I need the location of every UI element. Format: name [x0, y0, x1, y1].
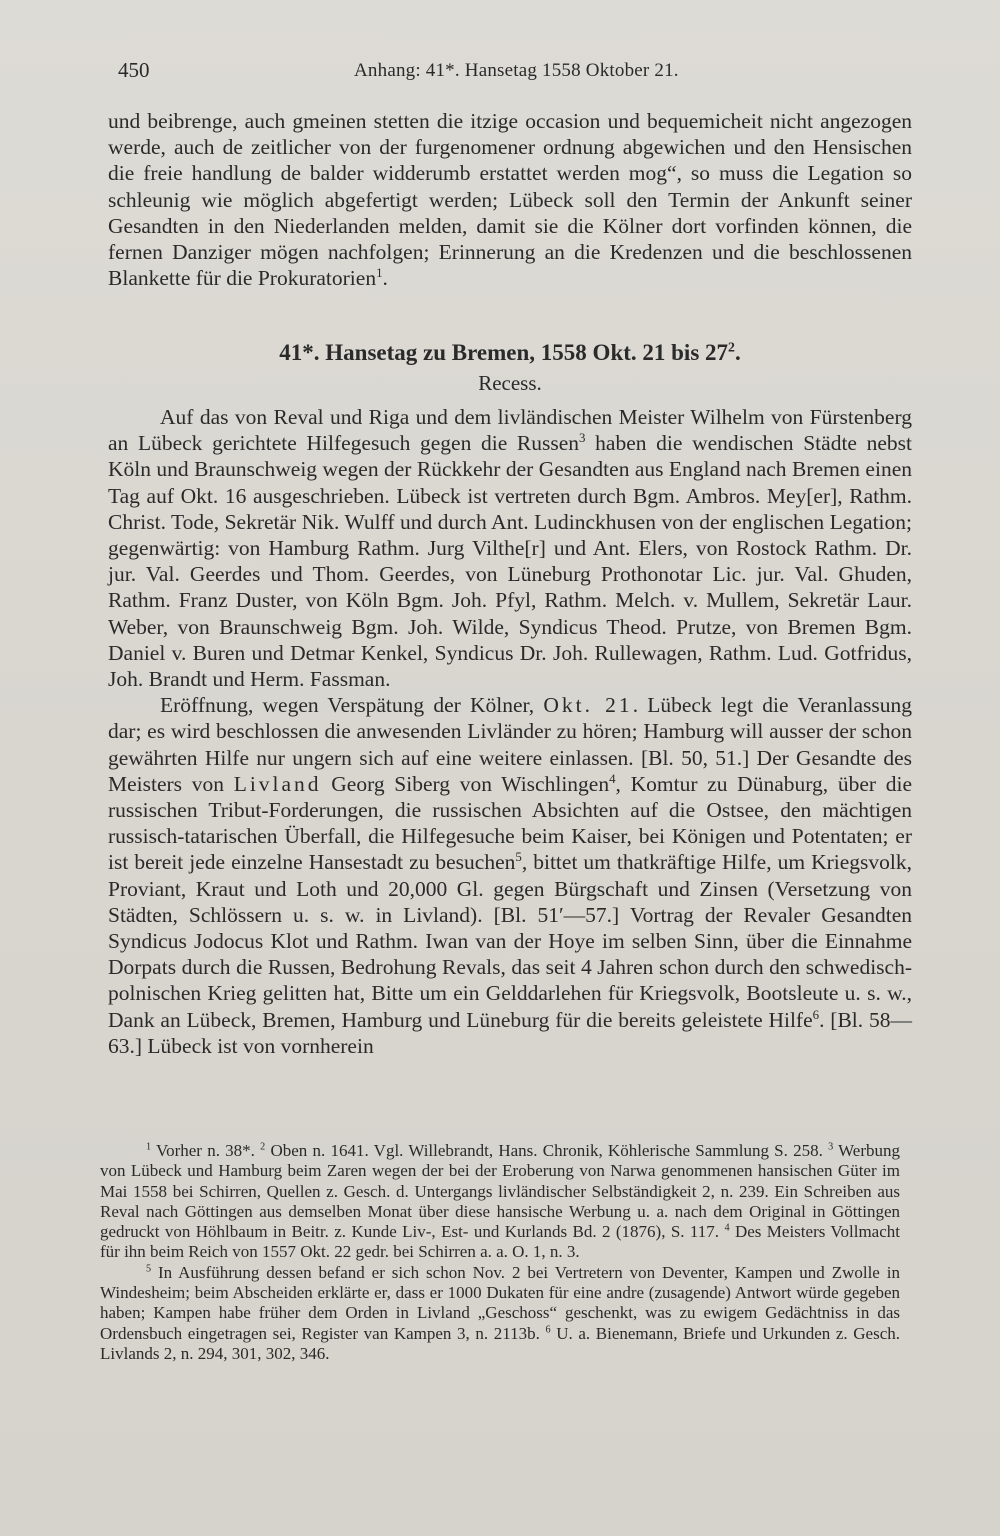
text-run: Auf das von Reval und Riga und dem livländischen Meister Wilhelm von Fürstenberg an Lübeck gerichtete Hilfegesuch gegen die Russen	[108, 405, 912, 456]
text-run: Georg Siberg von Wischlingen	[321, 771, 610, 796]
text-run: , Komtur zu Dünaburg, über die russischen Tribut-Forderungen, die russischen Absichten auf die Ostsee, den mächtigen russisch-tatarischen Überfall, die Hilfegesuche beim Kaiser, bei Königen und Potentaten; er ist bereit jede einzelne Hansestadt zu besuchen	[108, 771, 912, 875]
section-title-end: .	[734, 340, 741, 365]
footnote-text: U. a. Bienemann, Briefe und Urkunden z. Gesch. Livlands 2, n. 294, 301, 302, 346.	[100, 1323, 901, 1363]
footnote-mark: 6	[545, 1324, 551, 1336]
footnote-text: Oben n. 1641. Vgl. Willebrandt, Hans. Chronik, Köhlerische Sammlung S. 258.	[265, 1141, 823, 1160]
footnote-text: Vorher n. 38*.	[151, 1141, 255, 1160]
place-emphasis: Livland	[233, 771, 322, 796]
footnote-mark: 5	[146, 1263, 152, 1275]
text-run: haben die wendischen Städte nebst Köln und Braunschweig wegen der Rückkehr der Gesandten aus England nach Bremen einen Tag auf Okt. 16 ausgeschrieben. Lübeck ist vertreten durch Bgm. Ambros. Mey[er], Rathm. Christ. Tode, Sekretär Nik. Wulff und durch Ant. Ludinckhusen von der englischen Legation; gegenwärtig: von Hamburg Rathm. Jurg Vilthe[r] und Ant. Elers, von Rostock Rathm. Dr. jur. Val. Geerdes und Thom. Geerdes, von Lüneburg Prothonotar Lic. jur. Val. Ghuden, Rathm. Franz Duster, von Köln Bgm. Joh. Pfyl, Rathm. Melch. v. Mullem, Sekretär Laur. Weber, von Braunschweig Bgm. Joh. Wilde, Syndicus Theod. Prutze, von Bremen Bgm. Daniel v. Buren und Detmar Kenkel, Syndicus Dr. Joh. Rullewagen, Rathm. Lud. Gotfridus, Joh. Brandt und Herm. Fassman.	[108, 431, 912, 692]
footnote-mark: 2	[260, 1141, 266, 1153]
text-run: . [Bl. 58—63.] Lübeck ist von vornherein	[108, 1007, 912, 1058]
footnote-ref: 3	[579, 431, 586, 446]
footnote-text: Des Meisters Vollmacht für ihn beim Reich von 1557 Okt. 22 gedr. bei Schirren a. a. O. 1, n. 3.	[100, 1222, 900, 1262]
section-title	[108, 340, 912, 366]
running-head: Anhang: 41*. Hansetag 1558 Oktober 21.	[354, 60, 679, 81]
footnote-ref: 2	[728, 339, 735, 355]
intro-end: .	[382, 266, 388, 291]
paragraph-opening	[108, 692, 912, 1059]
footnote-ref: 6	[812, 1007, 820, 1022]
footnote-mark: 1	[146, 1141, 152, 1153]
text-run: . Lübeck legt die Veranlassung dar; es wird beschlossen die anwesenden Livländer zu hören; Hamburg will ausser der schon gewährten Hilfe nur ungern sich auf eine weitere einlassen. [Bl. 50, 51.] Der Gesandte des Meisters von	[108, 693, 912, 796]
text-run: , bittet um thatkräftige Hilfe, um Kriegsvolk, Proviant, Kraut und Loth und 20,000 Gl. gegen Bürgschaft und Zinsen (Versetzung von Städten, Schlössern u. s. w. in Livland). [Bl. 51′—57.] Vortrag der Revaler Gesandten Syndicus Jodocus Klot und Rathm. Iwan van der Hoye im selben Sinn, über die Einnahme Dorpats durch die Russen, Bedrohung Revals, das seit 4 Jahren schon durch den schwedisch-polnischen Krieg gelitten hat, Bitte um ein Gelddarlehen für Kriegsvolk, Bootsleute u. s. w., Dank an Lübeck, Bremen, Hamburg und Lüneburg für die bereits geleistete Hilfe	[108, 850, 912, 1032]
footnote-ref: 5	[515, 850, 522, 865]
section-subtitle: Recess.	[478, 371, 542, 395]
paragraph-attendance	[108, 404, 912, 692]
page-header	[118, 58, 908, 88]
page-number: 450	[118, 58, 150, 82]
footnote-ref: 4	[609, 771, 616, 786]
text-run: Eröffnung, wegen Verspätung der Kölner,	[160, 693, 544, 718]
body-text	[108, 404, 912, 1059]
footnote-mark: 3	[828, 1141, 834, 1153]
footnote-mark: 4	[724, 1222, 730, 1234]
footnotes-block-2	[100, 1263, 900, 1364]
section-title-text: 41*. Hansetag zu Bremen, 1558 Okt. 21 bis 27	[279, 340, 729, 365]
intro-paragraph	[108, 108, 912, 291]
footnote-text: In Ausführung dessen befand er sich schon Nov. 2 bei Vertretern von Deventer, Kampen und Zwolle in Windesheim; beim Abscheiden erklärte er, dass er 1000 Dukaten für eine andre (zusagende) Antwort würde gegeben haben; Kampen habe früher dem Orden in Livland „Geschoss“ geschenkt, was zu ewigem Gedächtniss in das Ordensbuch eingetragen sei, Register van Kampen 3, n. 2113b.	[100, 1262, 900, 1343]
footnotes-block-1	[100, 1141, 900, 1263]
footnote-text: Werbung von Lübeck und Hamburg beim Zaren wegen der bei der Eroberung von Narwa genommenen hansischen Güter im Mai 1558 bei Schirren, Quellen z. Gesch. d. Untergangs livländischer Selbständigkeit 2, n. 239. Ein Schreiben aus Reval nach Göttingen aus demselben Monat über diese hansische Werbung u. a. nach dem Original in Göttingen gedruckt von Höhlbaum in Beitr. z. Kunde Liv-, Est- und Kurlands Bd. 2 (1876), S. 117.	[100, 1141, 901, 1242]
date-emphasis: Okt. 21	[543, 693, 633, 718]
footnotes	[100, 1141, 900, 1364]
intro-text: und beibrenge, auch gmeinen stetten die itzige occasion und bequemicheit nicht angezogen werde, auch de zeitlicher von der furgenomener ordnung abgewichen und den Hensischen die freie handlung de balder widderumb erstattet werden mog“, so muss die Legation so schleunig wie möglich abgefertigt werden; Lübeck soll den Termin der Ankunft seiner Gesandten in den Niederlanden melden, damit sie die Kölner dort vorfinden können, die fernen Danziger mögen nachfolgen; Erinnerung an die Kredenzen und die beschlossenen Blankette für die Prokuratorien	[108, 109, 912, 291]
footnote-ref: 1	[376, 266, 383, 281]
